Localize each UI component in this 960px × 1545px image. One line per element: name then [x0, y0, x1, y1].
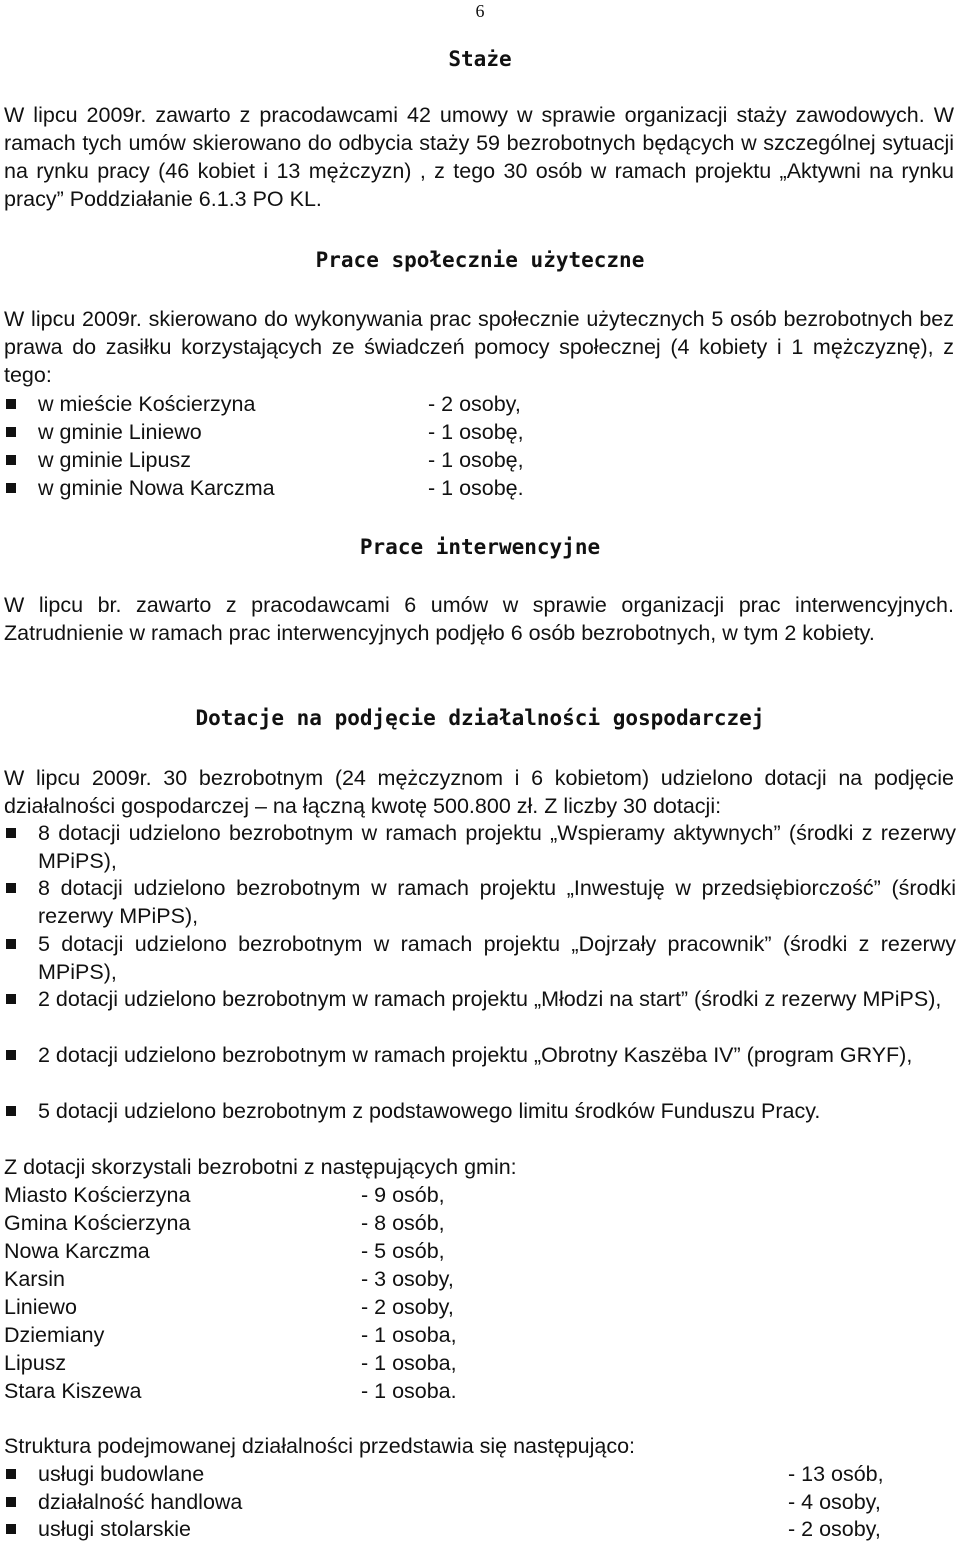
section-title-prace-interwencyjne: Prace interwencyjne: [359, 535, 601, 559]
bullet-icon: [6, 483, 16, 493]
list-item-count: - 1 osobę,: [428, 448, 524, 472]
list-item-place: w gminie Nowa Karczma: [38, 476, 275, 500]
list-item-count: - 1 osobę.: [428, 476, 524, 500]
bullet-icon: [6, 427, 16, 437]
gminy-intro: Z dotacji skorzystali bezrobotni z następujących gmin:: [4, 1155, 517, 1179]
struktura-intro: Struktura podejmowanej działalności przedstawia się następująco:: [4, 1434, 636, 1458]
struktura-item: usługi budowlane: [38, 1462, 205, 1486]
struktura-item: działalność handlowa: [38, 1490, 243, 1514]
list-item-count: - 2 osoby,: [428, 392, 521, 416]
gmina-count: - 1 osoba,: [361, 1351, 457, 1375]
bullet-icon: [6, 1106, 16, 1116]
paragraph-prace-interwencyjne: W lipcu br. zawarto z pracodawcami 6 umów w sprawie organizacji prac interwencyjnych. Zatrudnienie w ramach prac interwencyjnych podjęło 6 osób bezrobotnych, w tym 2 kobiety.: [4, 593, 954, 645]
list-item: 5 dotacji udzielono bezrobotnym w ramach projektu „Dojrzały pracownik” (środki z rezerwy MPiPS),: [38, 932, 956, 984]
struktura-item: usługi stolarskie: [38, 1517, 191, 1541]
gmina-count: - 1 osoba,: [361, 1323, 457, 1347]
gmina-count: - 1 osoba.: [361, 1379, 457, 1403]
list-item-place: w gminie Liniewo: [38, 420, 202, 444]
bullet-icon: [6, 1050, 16, 1060]
gmina-name: Nowa Karczma: [4, 1239, 150, 1263]
list-item-place: w mieście Kościerzyna: [38, 392, 256, 416]
gmina-name: Gmina Kościerzyna: [4, 1211, 191, 1235]
section-title-dotacje: Dotacje na podjęcie działalności gospodarczej: [195, 706, 765, 730]
gmina-count: - 9 osób,: [361, 1183, 445, 1207]
gmina-name: Lipusz: [4, 1351, 67, 1375]
page-number: 6: [475, 1, 485, 21]
gmina-name: Liniewo: [4, 1295, 77, 1319]
bullet-icon: [6, 1497, 16, 1507]
bullet-icon: [6, 828, 16, 838]
gmina-name: Miasto Kościerzyna: [4, 1183, 191, 1207]
list-item: 5 dotacji udzielono bezrobotnym z podstawowego limitu środków Funduszu Pracy.: [38, 1099, 821, 1123]
paragraph-prace-spoleczne: W lipcu 2009r. skierowano do wykonywania prac społecznie użytecznych 5 osób bezrobotnych bez prawa do zasiłku korzystających ze świadczeń pomocy społecznej (4 kobiety i 1 mężczyznę), z tego:: [4, 307, 954, 387]
gmina-count: - 5 osób,: [361, 1239, 445, 1263]
gmina-count: - 3 osoby,: [361, 1267, 454, 1291]
bullet-icon: [6, 455, 16, 465]
list-item: 2 dotacji udzielono bezrobotnym w ramach projektu „Młodzi na start” (środki z rezerwy MPiPS),: [38, 987, 942, 1011]
struktura-count: - 2 osoby,: [788, 1517, 881, 1541]
struktura-count: - 4 osoby,: [788, 1490, 881, 1514]
struktura-count: - 13 osób,: [788, 1462, 884, 1486]
bullet-icon: [6, 1524, 16, 1534]
bullet-icon: [6, 994, 16, 1004]
paragraph-staze: W lipcu 2009r. zawarto z pracodawcami 42 umowy w sprawie organizacji staży zawodowych. W ramach tych umów skierowano do odbycia staży 59 bezrobotnych będących w szczególnej sytuacji na rynku pracy (46 kobiet i 13 mężczyzn) , z tego 30 osób w ramach projektu „Aktywni na rynku pracy” Poddziałanie 6.1.3 PO KL.: [4, 103, 954, 211]
bullet-icon: [6, 1469, 16, 1479]
gmina-name: Stara Kiszewa: [4, 1379, 142, 1403]
gmina-name: Karsin: [4, 1267, 65, 1291]
bullet-icon: [6, 399, 16, 409]
gmina-count: - 2 osoby,: [361, 1295, 454, 1319]
paragraph-dotacje: W lipcu 2009r. 30 bezrobotnym (24 mężczyznom i 6 kobietom) udzielono dotacji na podjęcie działalności gospodarczej – na łączną kwotę 500.800 zł. Z liczby 30 dotacji:: [4, 766, 954, 818]
bullet-icon: [6, 939, 16, 949]
list-item: 8 dotacji udzielono bezrobotnym w ramach projektu „Wspieramy aktywnych” (środki z rezerwy MPiPS),: [38, 821, 956, 873]
gmina-name: Dziemiany: [4, 1323, 105, 1347]
list-item: 2 dotacji udzielono bezrobotnym w ramach projektu „Obrotny Kaszëba IV” (program GRYF),: [38, 1043, 913, 1067]
section-title-prace-spoleczne: Prace społecznie użyteczne: [315, 248, 645, 272]
gmina-count: - 8 osób,: [361, 1211, 445, 1235]
section-title-staze: Staże: [448, 47, 512, 71]
bullet-icon: [6, 883, 16, 893]
list-item: 8 dotacji udzielono bezrobotnym w ramach projektu „Inwestuję w przedsiębiorczość” (środki rezerwy MPiPS),: [38, 876, 956, 928]
list-item-place: w gminie Lipusz: [38, 448, 191, 472]
list-item-count: - 1 osobę,: [428, 420, 524, 444]
